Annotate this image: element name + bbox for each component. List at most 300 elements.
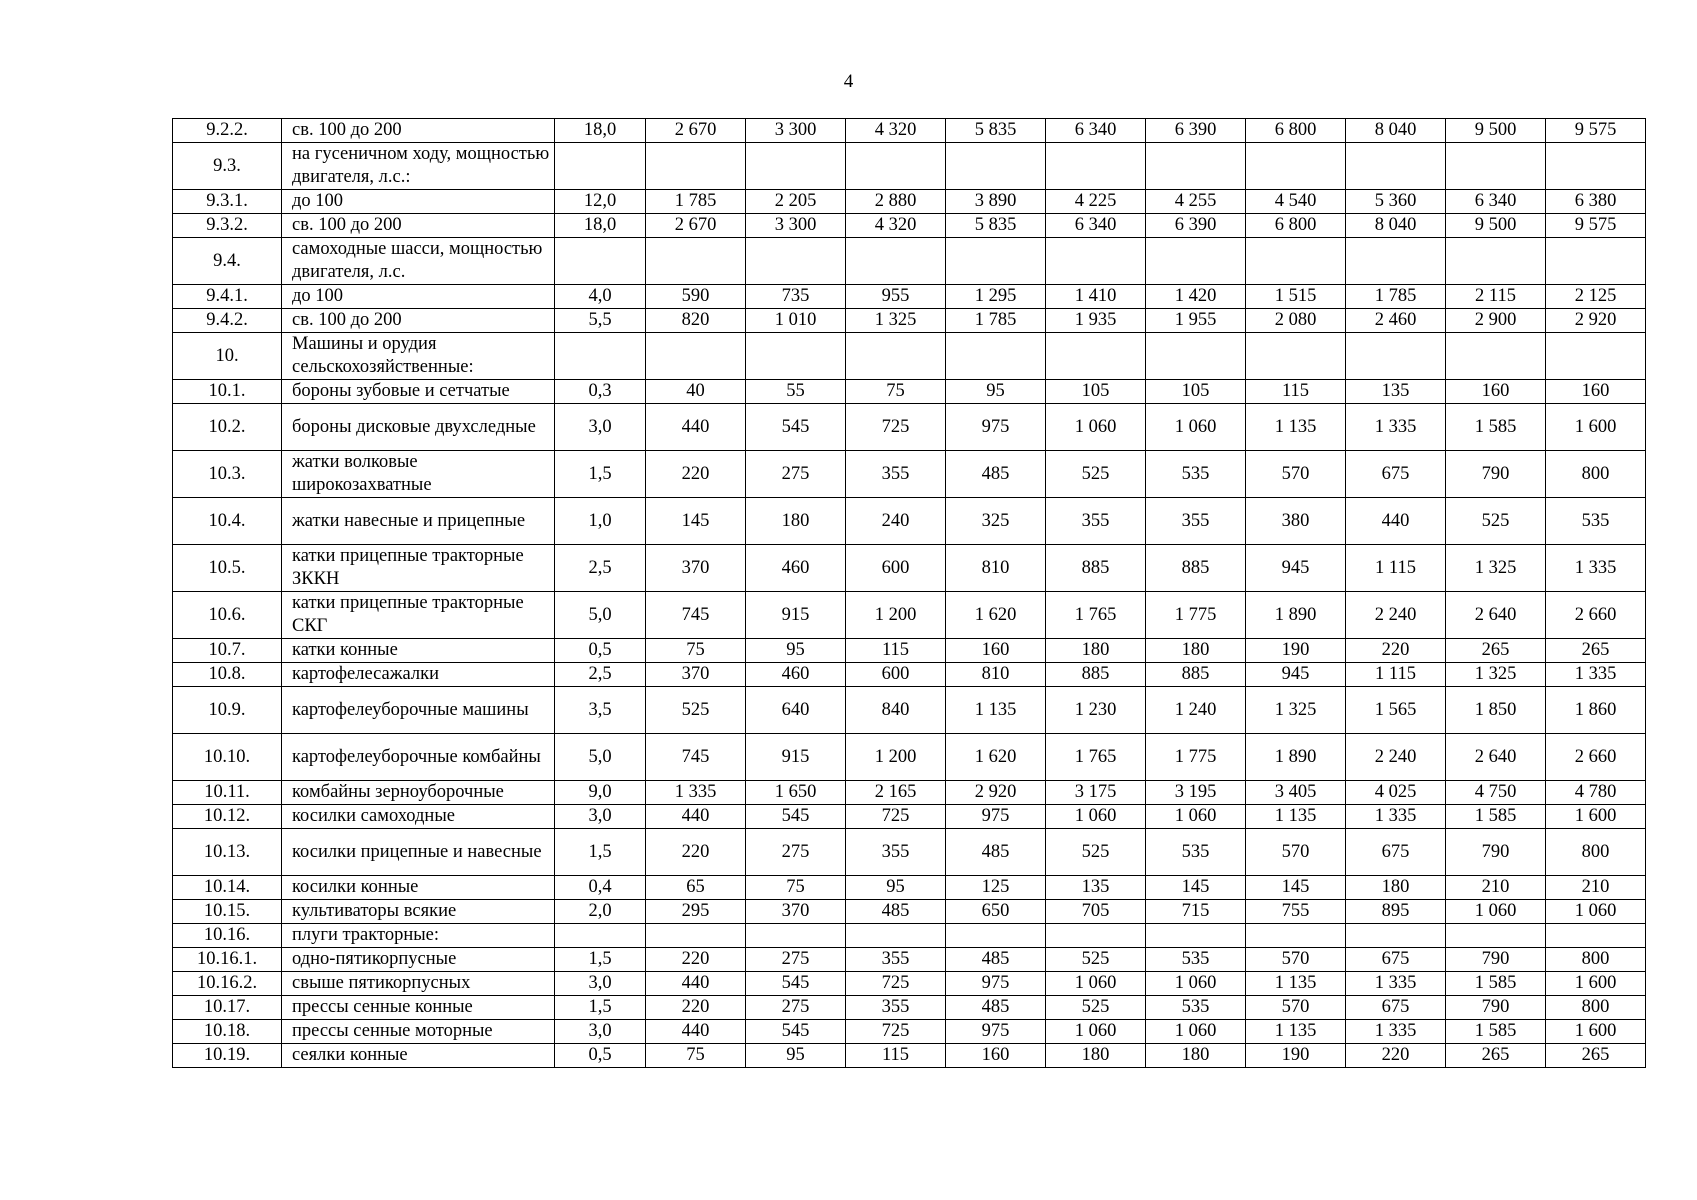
value-cell: 885 [1146, 545, 1246, 592]
value-cell: 485 [946, 996, 1046, 1020]
table-row [173, 924, 1646, 948]
value-cell: 2,5 [555, 545, 646, 592]
value-cell: 3,0 [555, 972, 646, 996]
value-cell: 5 835 [946, 214, 1046, 238]
value-cell: 0,5 [555, 639, 646, 663]
row-code-cell: 10.9. [173, 687, 282, 734]
value-cell: 2,5 [555, 663, 646, 687]
value-cell: 380 [1246, 498, 1346, 545]
table-row [173, 948, 1646, 972]
value-cell: 440 [646, 1020, 746, 1044]
value-cell: 1 410 [1046, 285, 1146, 309]
value-cell: 220 [1346, 1044, 1446, 1068]
value-cell: 2 880 [846, 190, 946, 214]
value-cell: 105 [1146, 380, 1246, 404]
value-cell [646, 143, 746, 190]
value-cell: 800 [1546, 451, 1646, 498]
value-cell: 6 340 [1046, 119, 1146, 143]
row-name-cell: самоходные шасси, мощностью двигателя, л.с. [282, 238, 555, 285]
value-cell: 1,5 [555, 996, 646, 1020]
table-row [173, 214, 1646, 238]
row-name-cell: жатки волковые широкозахватные [282, 451, 555, 498]
row-code-cell: 9.4. [173, 238, 282, 285]
value-cell: 590 [646, 285, 746, 309]
value-cell: 18,0 [555, 119, 646, 143]
value-cell: 135 [1046, 876, 1146, 900]
value-cell [1346, 924, 1446, 948]
value-cell: 790 [1446, 451, 1546, 498]
value-cell: 535 [1546, 498, 1646, 545]
value-cell: 525 [1046, 451, 1146, 498]
value-cell: 4,0 [555, 285, 646, 309]
value-cell: 105 [1046, 380, 1146, 404]
value-cell: 1 565 [1346, 687, 1446, 734]
value-cell: 3,0 [555, 1020, 646, 1044]
value-cell: 240 [846, 498, 946, 545]
value-cell [555, 143, 646, 190]
value-cell [646, 238, 746, 285]
value-cell: 2 460 [1346, 309, 1446, 333]
value-cell: 1 060 [1146, 404, 1246, 451]
value-cell: 1 060 [1046, 805, 1146, 829]
row-code-cell: 9.3.2. [173, 214, 282, 238]
value-cell: 55 [746, 380, 846, 404]
value-cell: 65 [646, 876, 746, 900]
value-cell: 1 135 [1246, 1020, 1346, 1044]
table-row [173, 592, 1646, 639]
value-cell: 2 920 [946, 781, 1046, 805]
value-cell [1546, 143, 1646, 190]
value-cell: 6 800 [1246, 119, 1346, 143]
value-cell: 4 780 [1546, 781, 1646, 805]
value-cell: 1 060 [1046, 972, 1146, 996]
value-cell: 265 [1546, 639, 1646, 663]
row-name-cell: прессы сенные моторные [282, 1020, 555, 1044]
value-cell: 1 765 [1046, 592, 1146, 639]
table-row [173, 380, 1646, 404]
value-cell: 800 [1546, 948, 1646, 972]
table-row [173, 781, 1646, 805]
value-cell [1246, 333, 1346, 380]
value-cell [1546, 238, 1646, 285]
value-cell: 915 [746, 734, 846, 781]
row-code-cell: 10.10. [173, 734, 282, 781]
value-cell: 115 [846, 639, 946, 663]
value-cell: 0,5 [555, 1044, 646, 1068]
value-cell: 220 [646, 829, 746, 876]
value-cell: 2 240 [1346, 734, 1446, 781]
value-cell: 180 [1146, 639, 1246, 663]
value-cell [1046, 924, 1146, 948]
value-cell: 1 200 [846, 734, 946, 781]
value-cell: 370 [646, 663, 746, 687]
row-name-cell: картофелесажалки [282, 663, 555, 687]
value-cell: 975 [946, 972, 1046, 996]
value-cell: 525 [646, 687, 746, 734]
table-row [173, 687, 1646, 734]
value-cell: 1 010 [746, 309, 846, 333]
value-cell [846, 924, 946, 948]
value-cell [1146, 143, 1246, 190]
value-cell: 40 [646, 380, 746, 404]
value-cell: 210 [1446, 876, 1546, 900]
table-row [173, 972, 1646, 996]
value-cell: 5,0 [555, 592, 646, 639]
value-cell [1146, 924, 1246, 948]
value-cell [555, 333, 646, 380]
value-cell: 1 115 [1346, 545, 1446, 592]
value-cell: 9,0 [555, 781, 646, 805]
row-code-cell: 9.3. [173, 143, 282, 190]
value-cell: 1 890 [1246, 734, 1346, 781]
value-cell: 275 [746, 829, 846, 876]
value-cell [746, 238, 846, 285]
row-code-cell: 9.3.1. [173, 190, 282, 214]
value-cell [1246, 143, 1346, 190]
value-cell: 1 135 [946, 687, 1046, 734]
value-cell: 1 200 [846, 592, 946, 639]
value-cell: 220 [646, 451, 746, 498]
value-cell: 1 765 [1046, 734, 1146, 781]
value-cell: 485 [846, 900, 946, 924]
value-cell: 460 [746, 663, 846, 687]
value-cell: 745 [646, 592, 746, 639]
value-cell [1346, 143, 1446, 190]
row-name-cell: до 100 [282, 190, 555, 214]
value-cell: 485 [946, 451, 1046, 498]
value-cell: 485 [946, 829, 1046, 876]
value-cell: 3 405 [1246, 781, 1346, 805]
value-cell [555, 238, 646, 285]
value-cell [1346, 238, 1446, 285]
value-cell: 325 [946, 498, 1046, 545]
value-cell: 4 255 [1146, 190, 1246, 214]
value-cell: 800 [1546, 996, 1646, 1020]
row-name-cell: св. 100 до 200 [282, 309, 555, 333]
value-cell: 545 [746, 972, 846, 996]
value-cell: 640 [746, 687, 846, 734]
value-cell: 355 [1146, 498, 1246, 545]
value-cell: 355 [846, 948, 946, 972]
value-cell: 1 060 [1546, 900, 1646, 924]
row-code-cell: 10.16.1. [173, 948, 282, 972]
value-cell: 955 [846, 285, 946, 309]
value-cell: 1 325 [1246, 687, 1346, 734]
value-cell: 370 [746, 900, 846, 924]
value-cell: 725 [846, 404, 946, 451]
value-cell: 650 [946, 900, 1046, 924]
value-cell: 75 [646, 1044, 746, 1068]
value-cell: 1 060 [1046, 1020, 1146, 1044]
value-cell: 2 640 [1446, 734, 1546, 781]
value-cell [646, 333, 746, 380]
value-cell: 6 340 [1046, 214, 1146, 238]
value-cell: 1 335 [1346, 972, 1446, 996]
value-cell: 2 670 [646, 119, 746, 143]
value-cell: 545 [746, 805, 846, 829]
page-number: 4 [843, 71, 854, 92]
value-cell: 1 240 [1146, 687, 1246, 734]
value-cell: 675 [1346, 948, 1446, 972]
value-cell: 1 335 [1546, 545, 1646, 592]
value-cell: 440 [646, 805, 746, 829]
value-cell: 1 135 [1246, 404, 1346, 451]
value-cell: 895 [1346, 900, 1446, 924]
value-cell: 355 [846, 829, 946, 876]
value-cell: 840 [846, 687, 946, 734]
row-code-cell: 10.3. [173, 451, 282, 498]
value-cell: 355 [846, 451, 946, 498]
value-cell: 545 [746, 1020, 846, 1044]
value-cell [1246, 924, 1346, 948]
value-cell: 95 [746, 1044, 846, 1068]
value-cell: 1,5 [555, 829, 646, 876]
value-cell: 535 [1146, 829, 1246, 876]
value-cell: 440 [646, 972, 746, 996]
value-cell: 2 165 [846, 781, 946, 805]
value-cell: 885 [1046, 663, 1146, 687]
value-cell: 4 750 [1446, 781, 1546, 805]
value-cell: 1 850 [1446, 687, 1546, 734]
row-name-cell: до 100 [282, 285, 555, 309]
value-cell: 705 [1046, 900, 1146, 924]
value-cell: 12,0 [555, 190, 646, 214]
row-code-cell: 10.8. [173, 663, 282, 687]
value-cell: 2 660 [1546, 734, 1646, 781]
value-cell [846, 143, 946, 190]
value-cell: 4 225 [1046, 190, 1146, 214]
value-cell: 1 600 [1546, 1020, 1646, 1044]
value-cell: 160 [946, 639, 1046, 663]
row-code-cell: 10. [173, 333, 282, 380]
value-cell [1046, 143, 1146, 190]
table-row [173, 451, 1646, 498]
row-name-cell: культиваторы всякие [282, 900, 555, 924]
value-cell [1246, 238, 1346, 285]
row-name-cell: бороны дисковые двухследные [282, 404, 555, 451]
value-cell: 1 060 [1146, 972, 1246, 996]
value-cell: 3,5 [555, 687, 646, 734]
row-name-cell: сеялки конные [282, 1044, 555, 1068]
table-row [173, 333, 1646, 380]
value-cell: 125 [946, 876, 1046, 900]
value-cell: 570 [1246, 948, 1346, 972]
value-cell: 545 [746, 404, 846, 451]
value-cell: 180 [1146, 1044, 1246, 1068]
value-cell: 145 [646, 498, 746, 545]
value-cell: 3 300 [746, 119, 846, 143]
table-row [173, 663, 1646, 687]
value-cell [946, 924, 1046, 948]
value-cell [555, 924, 646, 948]
value-cell: 525 [1046, 996, 1146, 1020]
value-cell [846, 238, 946, 285]
value-cell: 265 [1446, 639, 1546, 663]
value-cell: 1 785 [646, 190, 746, 214]
value-cell: 6 800 [1246, 214, 1346, 238]
value-cell: 2 660 [1546, 592, 1646, 639]
value-cell: 885 [1046, 545, 1146, 592]
value-cell: 725 [846, 972, 946, 996]
row-name-cell: картофелеуборочные машины [282, 687, 555, 734]
value-cell: 1 335 [1546, 663, 1646, 687]
value-cell: 1 230 [1046, 687, 1146, 734]
value-cell: 725 [846, 1020, 946, 1044]
value-cell: 9 500 [1446, 214, 1546, 238]
value-cell: 160 [1546, 380, 1646, 404]
value-cell: 2 640 [1446, 592, 1546, 639]
value-cell: 2,0 [555, 900, 646, 924]
row-name-cell: бороны зубовые и сетчатые [282, 380, 555, 404]
value-cell: 440 [1346, 498, 1446, 545]
value-cell: 1,5 [555, 948, 646, 972]
value-cell: 95 [846, 876, 946, 900]
row-name-cell: св. 100 до 200 [282, 214, 555, 238]
value-cell: 275 [746, 996, 846, 1020]
value-cell [746, 143, 846, 190]
value-cell: 5 835 [946, 119, 1046, 143]
value-cell: 2 920 [1546, 309, 1646, 333]
value-cell: 460 [746, 545, 846, 592]
value-cell: 180 [1346, 876, 1446, 900]
value-cell: 9 575 [1546, 119, 1646, 143]
value-cell: 1 060 [1046, 404, 1146, 451]
value-cell: 275 [746, 451, 846, 498]
row-code-cell: 10.13. [173, 829, 282, 876]
value-cell: 355 [846, 996, 946, 1020]
row-code-cell: 10.6. [173, 592, 282, 639]
value-cell: 810 [946, 663, 1046, 687]
value-cell: 570 [1246, 451, 1346, 498]
value-cell: 810 [946, 545, 1046, 592]
value-cell [1446, 333, 1546, 380]
value-cell: 135 [1346, 380, 1446, 404]
value-cell: 9 575 [1546, 214, 1646, 238]
value-cell: 975 [946, 404, 1046, 451]
value-cell: 3 195 [1146, 781, 1246, 805]
value-cell: 790 [1446, 996, 1546, 1020]
value-cell: 915 [746, 592, 846, 639]
value-cell [1146, 238, 1246, 285]
row-code-cell: 10.19. [173, 1044, 282, 1068]
value-cell: 1 135 [1246, 805, 1346, 829]
value-cell: 95 [746, 639, 846, 663]
value-cell [946, 238, 1046, 285]
value-cell: 8 040 [1346, 214, 1446, 238]
row-name-cell: свыше пятикорпусных [282, 972, 555, 996]
value-cell: 6 340 [1446, 190, 1546, 214]
value-cell: 295 [646, 900, 746, 924]
value-cell [1546, 333, 1646, 380]
row-name-cell: косилки самоходные [282, 805, 555, 829]
row-name-cell: катки конные [282, 639, 555, 663]
table-row [173, 498, 1646, 545]
table-row [173, 734, 1646, 781]
table-row [173, 309, 1646, 333]
table-row [173, 876, 1646, 900]
value-cell: 1,5 [555, 451, 646, 498]
value-cell: 4 320 [846, 214, 946, 238]
table-row [173, 639, 1646, 663]
value-cell: 210 [1546, 876, 1646, 900]
value-cell: 945 [1246, 663, 1346, 687]
value-cell: 220 [1346, 639, 1446, 663]
value-cell: 570 [1246, 996, 1346, 1020]
value-cell: 755 [1246, 900, 1346, 924]
value-cell: 1 335 [1346, 1020, 1446, 1044]
value-cell: 8 040 [1346, 119, 1446, 143]
value-cell: 1 335 [1346, 805, 1446, 829]
value-cell: 1 115 [1346, 663, 1446, 687]
value-cell: 2 080 [1246, 309, 1346, 333]
value-cell: 885 [1146, 663, 1246, 687]
row-name-cell: на гусеничном ходу, мощностью двигателя, л.с.: [282, 143, 555, 190]
value-cell: 945 [1246, 545, 1346, 592]
value-cell [1046, 333, 1146, 380]
row-name-cell: комбайны зерноуборочные [282, 781, 555, 805]
table-row [173, 1020, 1646, 1044]
value-cell: 1 060 [1146, 1020, 1246, 1044]
value-cell: 145 [1246, 876, 1346, 900]
row-code-cell: 10.17. [173, 996, 282, 1020]
value-cell: 115 [1246, 380, 1346, 404]
value-cell: 1 335 [1346, 404, 1446, 451]
value-cell: 220 [646, 996, 746, 1020]
value-cell [1446, 238, 1546, 285]
value-cell: 1 600 [1546, 805, 1646, 829]
table-row [173, 996, 1646, 1020]
value-cell: 190 [1246, 639, 1346, 663]
value-cell: 1 600 [1546, 404, 1646, 451]
value-cell: 180 [1046, 639, 1146, 663]
value-cell: 75 [746, 876, 846, 900]
value-cell: 4 540 [1246, 190, 1346, 214]
row-name-cell: жатки навесные и прицепные [282, 498, 555, 545]
table-row [173, 143, 1646, 190]
value-cell: 2 900 [1446, 309, 1546, 333]
row-code-cell: 10.5. [173, 545, 282, 592]
value-cell: 975 [946, 805, 1046, 829]
value-cell: 525 [1046, 948, 1146, 972]
row-name-cell: косилки конные [282, 876, 555, 900]
value-cell: 6 390 [1146, 119, 1246, 143]
value-cell [1446, 143, 1546, 190]
value-cell: 1 335 [646, 781, 746, 805]
value-cell: 535 [1146, 948, 1246, 972]
value-cell: 2 240 [1346, 592, 1446, 639]
value-cell [846, 333, 946, 380]
value-cell: 1 775 [1146, 592, 1246, 639]
value-cell [946, 333, 1046, 380]
row-name-cell: картофелеуборочные комбайны [282, 734, 555, 781]
table-row [173, 805, 1646, 829]
value-cell: 180 [1046, 1044, 1146, 1068]
value-cell: 190 [1246, 1044, 1346, 1068]
value-cell: 820 [646, 309, 746, 333]
value-cell: 3,0 [555, 805, 646, 829]
value-cell: 570 [1246, 829, 1346, 876]
value-cell: 1 785 [946, 309, 1046, 333]
value-cell: 675 [1346, 829, 1446, 876]
row-code-cell: 10.7. [173, 639, 282, 663]
value-cell: 1 295 [946, 285, 1046, 309]
table-row [173, 190, 1646, 214]
rates-table-body [173, 119, 1646, 1068]
value-cell: 5,0 [555, 734, 646, 781]
value-cell: 440 [646, 404, 746, 451]
value-cell: 790 [1446, 948, 1546, 972]
row-code-cell: 10.16.2. [173, 972, 282, 996]
